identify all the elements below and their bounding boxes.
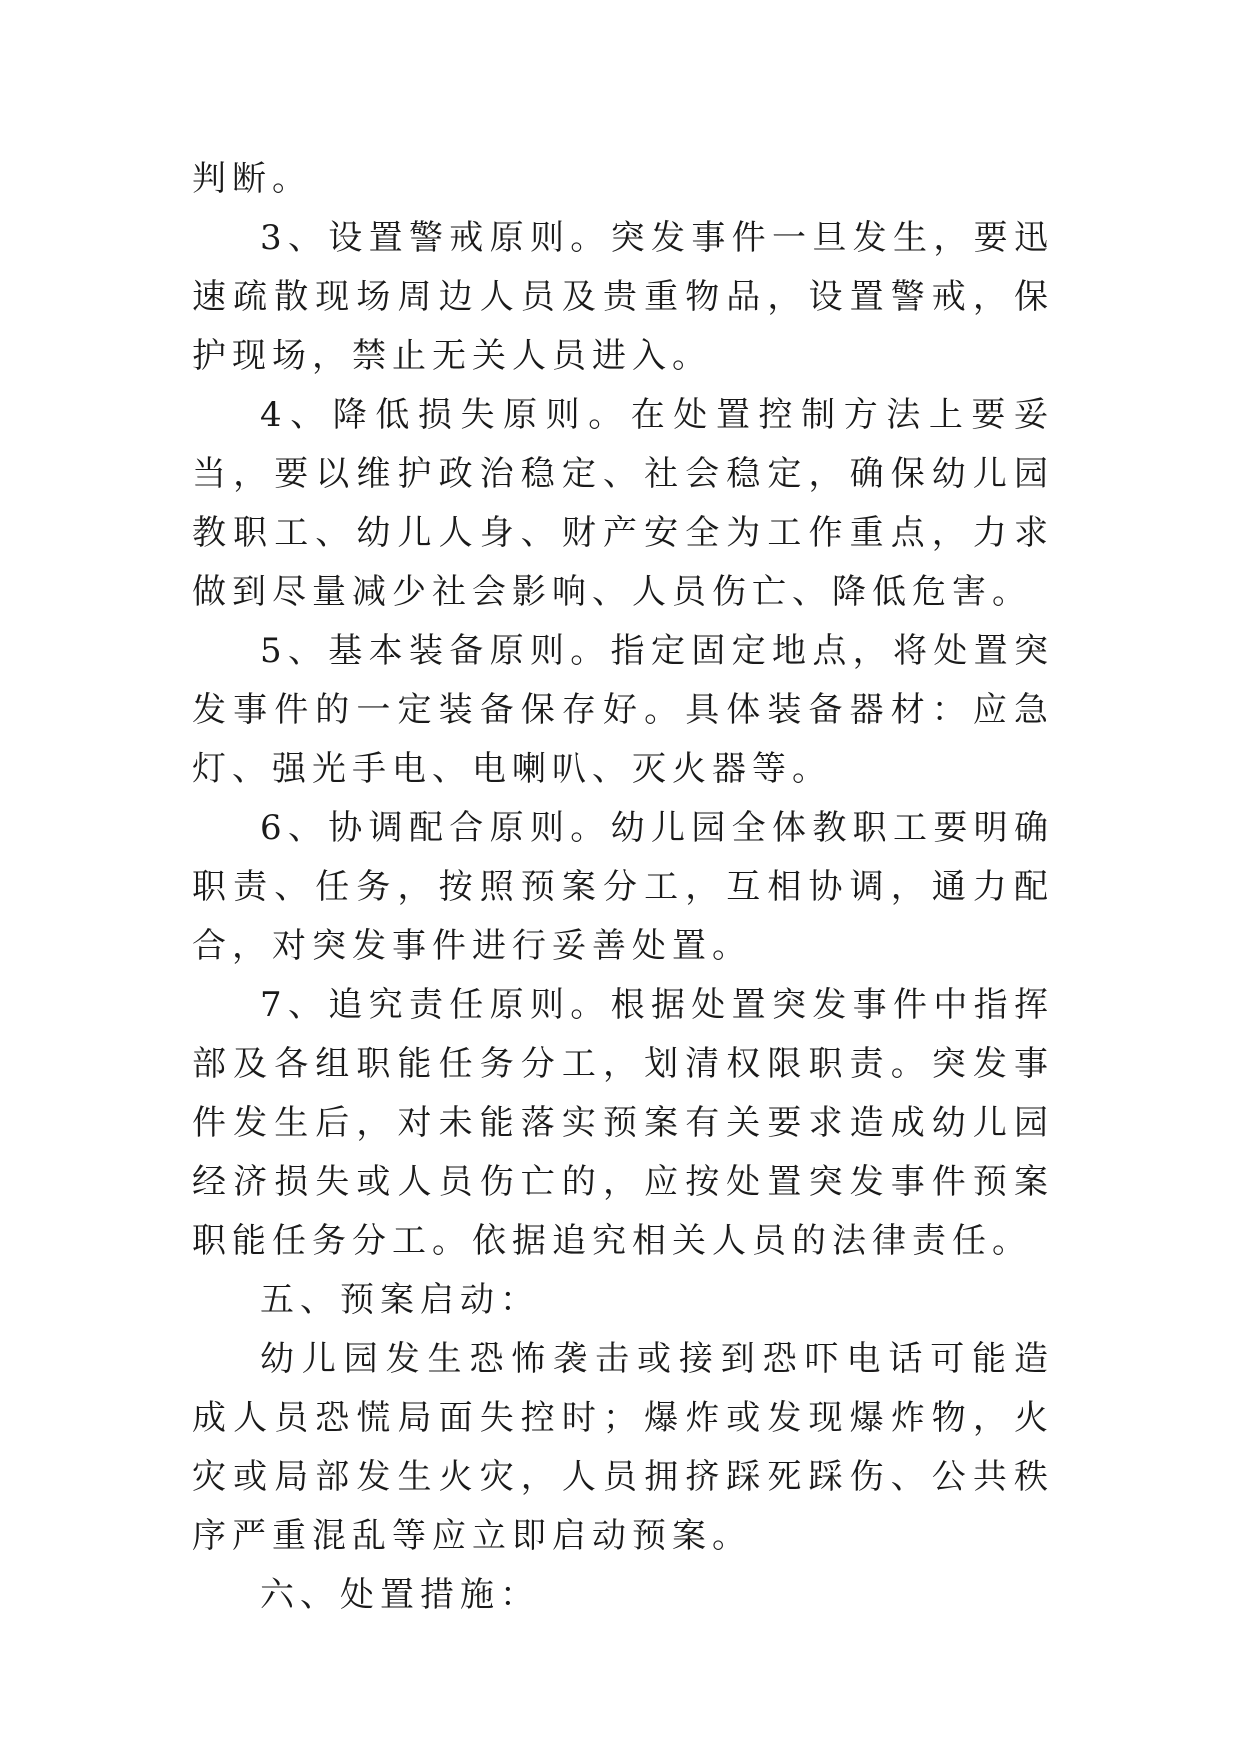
paragraph-principle-4: 4、降低损失原则。在处置控制方法上要妥当，要以维护政治稳定、社会稳定，确保幼儿园教职工、幼儿人身、财产安全为工作重点，力求做到尽量减少社会影响、人员伤亡、降低危害。 <box>192 395 1054 612</box>
section-heading-6: 六、处置措施： <box>260 1575 540 1615</box>
paragraph-activation: 幼儿园发生恐怖袭击或接到恐吓电话可能造成人员恐慌局面失控时；爆炸或发现爆炸物，火灾或局部发生火灾，人员拥挤踩死踩伤、公共秩序严重混乱等应立即启动预案。 <box>192 1339 1054 1556</box>
paragraph-principle-3: 3、设置警戒原则。突发事件一旦发生，要迅速疏散现场周边人员及贵重物品，设置警戒，保护现场，禁止无关人员进入。 <box>192 218 1054 376</box>
paragraph-continuation: 判断。 <box>192 159 312 199</box>
section-heading-5: 五、预案启动： <box>260 1280 540 1320</box>
paragraph-principle-7: 7、追究责任原则。根据处置突发事件中指挥部及各组职能任务分工，划清权限职责。突发事件发生后，对未能落实预案有关要求造成幼儿园经济损失或人员伤亡的，应按处置突发事件预案职能任务分工。依据追究相关人员的法律责任。 <box>192 985 1054 1261</box>
paragraph-principle-6: 6、协调配合原则。幼儿园全体教职工要明确职责、任务，按照预案分工，互相协调，通力配合，对突发事件进行妥善处置。 <box>192 808 1054 966</box>
paragraph-principle-5: 5、基本装备原则。指定固定地点，将处置突发事件的一定装备保存好。具体装备器材：应急灯、强光手电、电喇叭、灭火器等。 <box>192 631 1054 789</box>
document-body <box>192 150 1054 1625</box>
